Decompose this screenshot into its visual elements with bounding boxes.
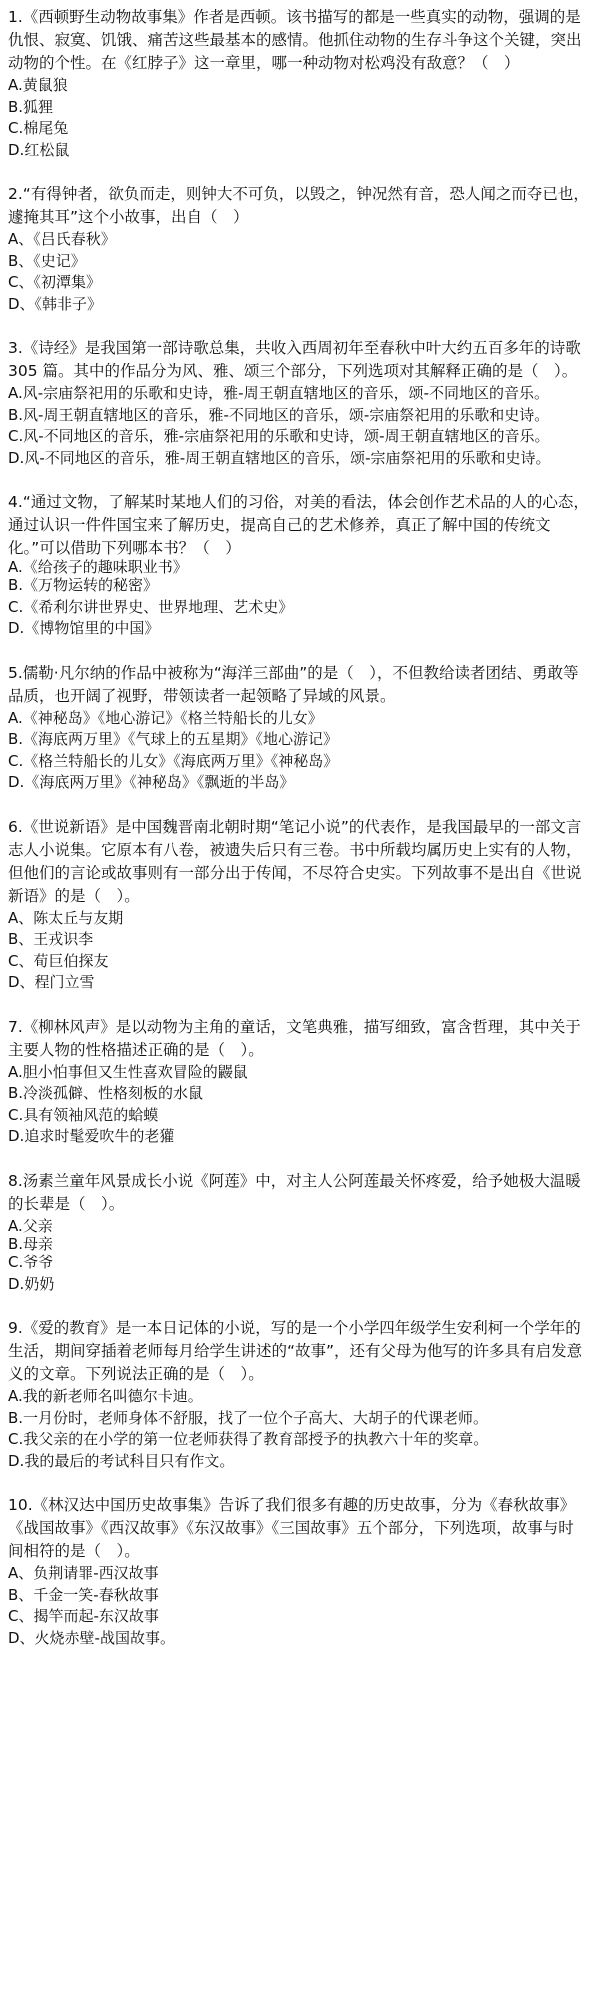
question-7 <box>8 1016 589 1148</box>
option-d: D、程门立雪 <box>8 973 95 991</box>
question-stem: 8.汤素兰童年风景成长小说《阿莲》中，对主人公阿莲最关怀疼爱，给予她极大温暖的长辈是（ ）。 <box>8 1171 581 1213</box>
option-b: B.《万物运转的秘密》 <box>8 576 159 594</box>
option-b: B、《史记》 <box>8 251 86 270</box>
option-b: B、王戎识李 <box>8 930 94 948</box>
option-d: D、火烧赤壁-战国故事。 <box>8 1628 175 1647</box>
question-5 <box>8 662 589 794</box>
option-c: C、荀巨伯探友 <box>8 951 109 970</box>
option-c: C.爷爷 <box>8 1253 54 1271</box>
option-c: C.我父亲的在小学的第一位老师获得了教育部授予的执教六十年的奖章。 <box>8 1430 489 1448</box>
question-9 <box>8 1317 589 1472</box>
option-c: C、揭竿而起-东汉故事 <box>8 1607 159 1625</box>
question-stem: 10.《林汉达中国历史故事集》告诉了我们很多有趣的历史故事，分为《春秋故事》《战国故事》《西汉故事》《东汉故事》《三国故事》五个部分，下列选项，故事与时间相符的是（ ）。 <box>8 1496 576 1560</box>
option-d: D.追求时髦爱吹牛的老獾 <box>8 1127 175 1145</box>
question-stem: 6.《世说新语》是中国魏晋南北朝时期“笔记小说”的代表作，是我国最早的一部文言志人小说集。它原本有八卷，被遗失后只有三卷。书中所载均属历史上实有的人物，但他们的言论或故事则有一部分出于传闻，不尽符合史实。下列故事不是出自《世说新语》的是（ ）。 <box>8 817 582 905</box>
option-a: A、负荆请罪-西汉故事 <box>8 1564 159 1582</box>
option-b: B.风-周王朝直辖地区的音乐，雅-不同地区的音乐，颂-宗庙祭祀用的乐歌和史诗。 <box>8 405 550 424</box>
question-6 <box>8 816 589 994</box>
option-b: B.一月份时，老师身体不舒服，找了一位个子高大、大胡子的代课老师。 <box>8 1408 489 1427</box>
option-a: A.《神秘岛》《地心游记》《格兰特船长的儿女》 <box>8 708 323 727</box>
option-b: B.《海底两万里》《气球上的五星期》《地心游记》 <box>8 730 339 748</box>
option-d: D.《海底两万里》《神秘岛》《飘逝的半岛》 <box>8 773 295 791</box>
option-d: D、《韩非子》 <box>8 294 103 313</box>
option-a: A.黄鼠狼 <box>8 76 68 94</box>
option-c: C.具有领袖风范的蛤蟆 <box>8 1105 159 1124</box>
option-d: D.红松鼠 <box>8 140 70 159</box>
question-1 <box>8 6 589 161</box>
question-10 <box>8 1494 589 1649</box>
option-c: C.《格兰特船长的儿女》《海底两万里》《神秘岛》 <box>8 751 339 770</box>
option-a: A.风-宗庙祭祀用的乐歌和史诗，雅-周王朝直辖地区的音乐，颂-不同地区的音乐。 <box>8 384 550 402</box>
question-stem: 9.《爱的教育》是一本日记体的小说，写的是一个小学四年级学生安利柯一个学年的生活，期间穿插着老师每月给学生讲述的“故事”，还有父母为他写的许多具有启发意义的文章。下列说法正确的是（ ）。 <box>8 1319 583 1383</box>
question-4 <box>8 491 589 640</box>
question-stem: 1.《西顿野生动物故事集》作者是西顿。该书描写的都是一些真实的动物，强调的是仇恨、寂寞、饥饿、痛苦这些最基本的感情。他抓住动物的生存斗争这个关键，突出动物的个性。在《红脖子》这一章里，哪一种动物对松鸡没有敌意？（ ） <box>8 8 582 72</box>
option-c: C.风-不同地区的音乐，雅-宗庙祭祀用的乐歌和史诗，颂-周王朝直辖地区的音乐。 <box>8 427 550 445</box>
question-8 <box>8 1170 589 1296</box>
option-c: C.棉尾兔 <box>8 119 69 137</box>
option-a: A.胆小怕事但又生性喜欢冒险的鼹鼠 <box>8 1062 248 1081</box>
question-2 <box>8 183 589 315</box>
option-c: C.《希利尔讲世界史、世界地理、艺术史》 <box>8 597 294 616</box>
option-b: B、千金一笑-春秋故事 <box>8 1585 159 1604</box>
question-stem: 4.“通过文物，了解某时某地人们的习俗，对美的看法，体会创作艺术品的人的心态，通过认识一件件国宝来了解历史，提高自己的艺术修养，真正了解中国的传统文化。”可以借助下列哪本书？（ ） <box>8 493 589 557</box>
option-d: D.奶奶 <box>8 1274 55 1293</box>
option-c: C、《初潭集》 <box>8 273 101 291</box>
question-3 <box>8 337 589 469</box>
option-a: A.父亲 <box>8 1216 53 1235</box>
option-a: A、《吕氏春秋》 <box>8 230 116 248</box>
option-b: B.狐狸 <box>8 97 54 116</box>
option-d: D.风-不同地区的音乐，雅-周王朝直辖地区的音乐，颂-宗庙祭祀用的乐歌和史诗。 <box>8 448 551 467</box>
option-b: B.冷淡孤僻、性格刻板的水鼠 <box>8 1084 204 1102</box>
question-stem: 7.《柳林风声》是以动物为主角的童话，文笔典雅，描写细致，富含哲理，其中关于主要人物的性格描述正确的是（ ）。 <box>8 1017 581 1059</box>
question-stem: 3.《诗经》是我国第一部诗歌总集，共收入西周初年至春秋中叶大约五百多年的诗歌 305 篇。其中的作品分为风、雅、颂三个部分，下列选项对其解释正确的是（ ）。 <box>8 339 581 380</box>
option-a: A.我的新老师名叫德尔卡迪。 <box>8 1387 203 1405</box>
option-a: A.《给孩子的趣味职业书》 <box>8 558 188 576</box>
option-b: B.母亲 <box>8 1235 54 1253</box>
question-stem: 5.儒勒·凡尔纳的作品中被称为“海洋三部曲”的是（ ），不但教给读者团结、勇敢等品质，也开阔了视野，带领读者一起领略了异域的风景。 <box>8 663 579 705</box>
option-d: D.《博物馆里的中国》 <box>8 619 160 637</box>
question-stem: 2.“有得钟者，欲负而走，则钟大不可负，以毁之，钟况然有音，恐人闻之而夺已也，遽掩其耳”这个小故事，出自（ ） <box>8 185 589 226</box>
option-d: D.我的最后的考试科目只有作文。 <box>8 1451 235 1470</box>
option-a: A、陈太丘与友期 <box>8 908 124 927</box>
